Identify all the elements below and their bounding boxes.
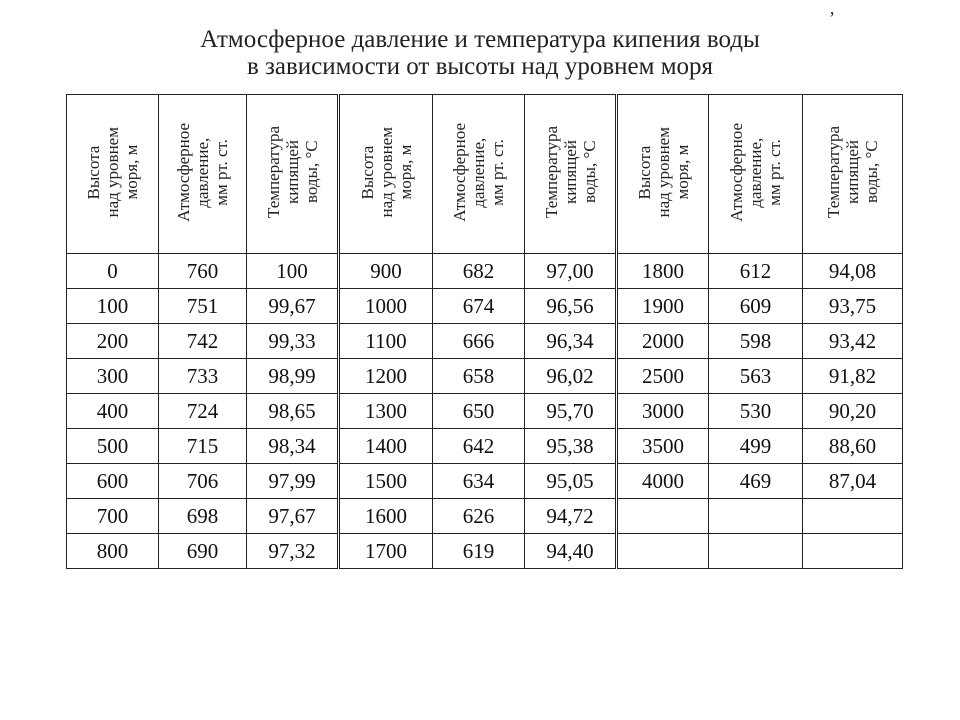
cell-pressure: 674 <box>433 289 525 324</box>
cell-temperature <box>803 534 903 569</box>
cell-temperature: 98,65 <box>247 394 339 429</box>
header-temperature: Температура кипящей воды, °C <box>541 125 599 219</box>
cell-pressure: 650 <box>433 394 525 429</box>
table-row <box>67 359 903 394</box>
cell-altitude: 1400 <box>339 429 433 464</box>
cell-temperature: 95,05 <box>525 464 617 499</box>
header-cell <box>67 95 159 254</box>
cell-altitude: 4000 <box>617 464 709 499</box>
table-row <box>67 429 903 464</box>
cell-pressure: 619 <box>433 534 525 569</box>
title-line-1: Атмосферное давление и температура кипения воды <box>200 26 760 53</box>
cell-temperature: 97,99 <box>247 464 339 499</box>
header-temperature: Температура кипящей воды, °C <box>824 125 881 219</box>
cell-altitude: 900 <box>339 254 433 289</box>
cell-pressure: 666 <box>433 324 525 359</box>
table-row <box>67 324 903 359</box>
cell-temperature: 99,67 <box>247 289 339 324</box>
table-row <box>67 534 903 569</box>
cell-temperature: 94,40 <box>525 534 617 569</box>
header-pressure: Атмосферное давление, мм рт. ст. <box>174 122 231 222</box>
cell-pressure: 609 <box>709 289 803 324</box>
header-pressure: Атмосферное давление, мм рт. ст. <box>727 122 784 222</box>
header-pressure: Атмосферное давление, мм рт. ст. <box>450 122 507 222</box>
cell-temperature: 93,75 <box>803 289 903 324</box>
cell-pressure: 530 <box>709 394 803 429</box>
cell-pressure: 499 <box>709 429 803 464</box>
cell-altitude: 1800 <box>617 254 709 289</box>
cell-pressure: 642 <box>433 429 525 464</box>
cell-pressure: 724 <box>159 394 247 429</box>
cell-temperature: 90,20 <box>803 394 903 429</box>
cell-temperature: 100 <box>247 254 339 289</box>
table-header-row <box>67 95 903 254</box>
cell-pressure: 715 <box>159 429 247 464</box>
cell-altitude <box>617 499 709 534</box>
cell-altitude: 2000 <box>617 324 709 359</box>
table-row <box>67 394 903 429</box>
cell-altitude: 1000 <box>339 289 433 324</box>
cell-altitude: 300 <box>67 359 159 394</box>
cell-altitude: 1600 <box>339 499 433 534</box>
header-cell <box>433 95 525 254</box>
cell-temperature: 95,70 <box>525 394 617 429</box>
header-cell <box>709 95 803 254</box>
cell-pressure: 706 <box>159 464 247 499</box>
cell-altitude: 500 <box>67 429 159 464</box>
header-altitude: Высота над уровнем моря, м <box>84 126 141 218</box>
cell-pressure: 658 <box>433 359 525 394</box>
cell-altitude: 1500 <box>339 464 433 499</box>
cell-altitude: 600 <box>67 464 159 499</box>
document-title <box>0 26 960 80</box>
cell-pressure: 469 <box>709 464 803 499</box>
cell-pressure: 634 <box>433 464 525 499</box>
header-altitude: Высота над уровнем моря, м <box>357 126 415 218</box>
cell-altitude: 100 <box>67 289 159 324</box>
header-cell <box>247 95 339 254</box>
cell-altitude: 1900 <box>617 289 709 324</box>
table-row <box>67 464 903 499</box>
cell-pressure: 682 <box>433 254 525 289</box>
cell-altitude <box>617 534 709 569</box>
header-cell <box>339 95 433 254</box>
corner-mark: ’ <box>829 8 835 28</box>
cell-temperature: 91,82 <box>803 359 903 394</box>
cell-temperature: 94,08 <box>803 254 903 289</box>
header-temperature: Температура кипящей воды, °C <box>263 125 321 219</box>
cell-temperature: 97,32 <box>247 534 339 569</box>
header-cell <box>617 95 709 254</box>
cell-temperature: 88,60 <box>803 429 903 464</box>
cell-altitude: 800 <box>67 534 159 569</box>
cell-temperature: 96,34 <box>525 324 617 359</box>
cell-pressure: 760 <box>159 254 247 289</box>
cell-altitude: 0 <box>67 254 159 289</box>
cell-temperature: 87,04 <box>803 464 903 499</box>
cell-altitude: 700 <box>67 499 159 534</box>
cell-pressure: 733 <box>159 359 247 394</box>
cell-altitude: 200 <box>67 324 159 359</box>
header-altitude: Высота над уровнем моря, м <box>634 126 692 218</box>
cell-temperature: 98,34 <box>247 429 339 464</box>
cell-altitude: 400 <box>67 394 159 429</box>
cell-pressure: 598 <box>709 324 803 359</box>
cell-temperature: 98,99 <box>247 359 339 394</box>
cell-pressure: 690 <box>159 534 247 569</box>
cell-pressure: 626 <box>433 499 525 534</box>
header-cell <box>159 95 247 254</box>
cell-pressure: 698 <box>159 499 247 534</box>
table-row <box>67 499 903 534</box>
cell-altitude: 1700 <box>339 534 433 569</box>
cell-temperature: 96,56 <box>525 289 617 324</box>
cell-pressure: 612 <box>709 254 803 289</box>
cell-altitude: 1300 <box>339 394 433 429</box>
cell-pressure <box>709 499 803 534</box>
cell-pressure: 563 <box>709 359 803 394</box>
cell-temperature <box>803 499 903 534</box>
cell-temperature: 96,02 <box>525 359 617 394</box>
title-line-2: в зависимости от высоты над уровнем моря <box>246 53 714 80</box>
cell-altitude: 3500 <box>617 429 709 464</box>
cell-temperature: 99,33 <box>247 324 339 359</box>
cell-pressure <box>709 534 803 569</box>
cell-temperature: 95,38 <box>525 429 617 464</box>
cell-altitude: 1200 <box>339 359 433 394</box>
table-row <box>67 254 903 289</box>
cell-pressure: 751 <box>159 289 247 324</box>
header-cell <box>525 95 617 254</box>
table-row <box>67 289 903 324</box>
header-cell <box>803 95 903 254</box>
cell-altitude: 3000 <box>617 394 709 429</box>
cell-temperature: 94,72 <box>525 499 617 534</box>
boiling-point-table <box>66 94 903 569</box>
cell-temperature: 97,67 <box>247 499 339 534</box>
cell-altitude: 2500 <box>617 359 709 394</box>
cell-temperature: 97,00 <box>525 254 617 289</box>
cell-pressure: 742 <box>159 324 247 359</box>
cell-temperature: 93,42 <box>803 324 903 359</box>
cell-altitude: 1100 <box>339 324 433 359</box>
